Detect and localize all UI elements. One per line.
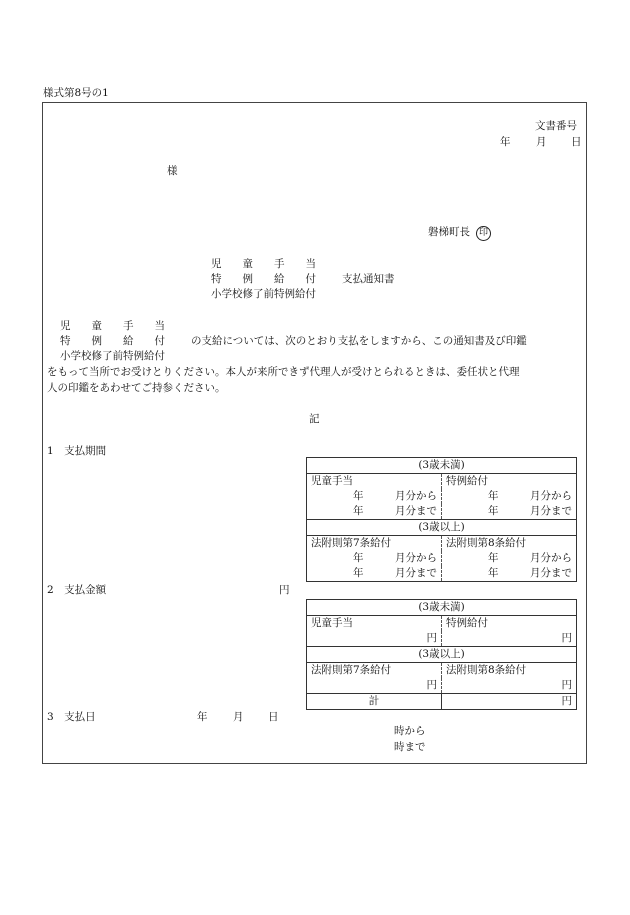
period-art7-to: 年 月分まで	[353, 567, 437, 579]
period-jido-to: 年 月分まで	[353, 505, 437, 517]
time-from: 時から	[394, 725, 426, 737]
date-day: 日	[571, 136, 582, 148]
body-stack-2: 特 例 給 付	[60, 335, 165, 347]
item-payment-amount: 2 支払金額	[47, 584, 107, 596]
payday-year: 年	[197, 711, 208, 723]
amount-art7-yen: 円	[307, 678, 442, 694]
body-line-4: をもって当所でお受けとりください。本人が来所できず代理人が受けとられるときは、委任状と代理	[47, 366, 520, 378]
period-tokurei-from: 年 月分から	[488, 490, 572, 502]
payment-period-table	[306, 457, 577, 582]
period-over3-header: (3歳以上)	[307, 520, 577, 536]
item-payment-period: 1 支払期間	[47, 445, 107, 457]
item-payment-date: 3 支払日	[47, 711, 96, 723]
period-under3-header: (3歳未満)	[307, 458, 577, 474]
amount-jido-yen: 円	[307, 631, 442, 647]
amount-art8-yen: 円	[442, 678, 577, 694]
document-number-label: 文書番号	[535, 120, 577, 132]
addressee-honorific: 様	[167, 165, 178, 177]
title-suffix: 支払通知書	[342, 273, 395, 285]
time-to: 時まで	[394, 741, 426, 753]
body-stack-2-tail: の支給については、次のとおり支払をしますから、この通知書及び印鑑	[191, 335, 527, 347]
period-art8-to: 年 月分まで	[488, 567, 572, 579]
period-jido-label: 児童手当	[307, 474, 442, 490]
amount-tokurei-yen: 円	[442, 631, 577, 647]
amount-art7-label: 法附則第7条給付	[307, 663, 442, 679]
period-tokurei-label: 特例給付	[442, 474, 577, 490]
payment-amount-table	[306, 599, 577, 710]
amount-over3-header: (3歳以上)	[307, 647, 577, 663]
period-art8-from: 年 月分から	[488, 552, 572, 564]
body-stack-3: 小学校修了前特例給付	[60, 350, 165, 362]
period-art8-label: 法附則第8条給付	[442, 536, 577, 552]
title-line-2: 特 例 給 付	[211, 273, 316, 285]
body-stack-1: 児 童 手 当	[60, 320, 165, 332]
amount-art8-label: 法附則第8条給付	[442, 663, 577, 679]
seal-icon: 印	[476, 226, 491, 241]
issuer-name: 磐梯町長	[428, 226, 470, 238]
issuer	[428, 226, 491, 241]
period-art7-from: 年 月分から	[353, 552, 437, 564]
date-month: 月	[536, 136, 547, 148]
date-year: 年	[500, 136, 511, 148]
amount-under3-header: (3歳未満)	[307, 600, 577, 616]
payday-day: 日	[268, 711, 279, 723]
period-art7-label: 法附則第7条給付	[307, 536, 442, 552]
ki-heading: 記	[309, 413, 320, 425]
amount-jido-label: 児童手当	[307, 616, 442, 632]
period-jido-from: 年 月分から	[353, 490, 437, 502]
amount-total-yen: 円	[442, 694, 577, 710]
body-line-5: 人の印鑑をあわせてご持参ください。	[47, 382, 226, 394]
amount-tokurei-label: 特例給付	[442, 616, 577, 632]
form-number: 様式第8号の1	[43, 87, 109, 99]
period-tokurei-to: 年 月分まで	[488, 505, 572, 517]
title-line-1: 児 童 手 当	[211, 258, 316, 270]
title-line-3: 小学校修了前特例給付	[211, 288, 316, 300]
payday-month: 月	[233, 711, 244, 723]
payment-amount-unit: 円	[279, 584, 290, 596]
amount-total-label: 計	[307, 694, 442, 710]
